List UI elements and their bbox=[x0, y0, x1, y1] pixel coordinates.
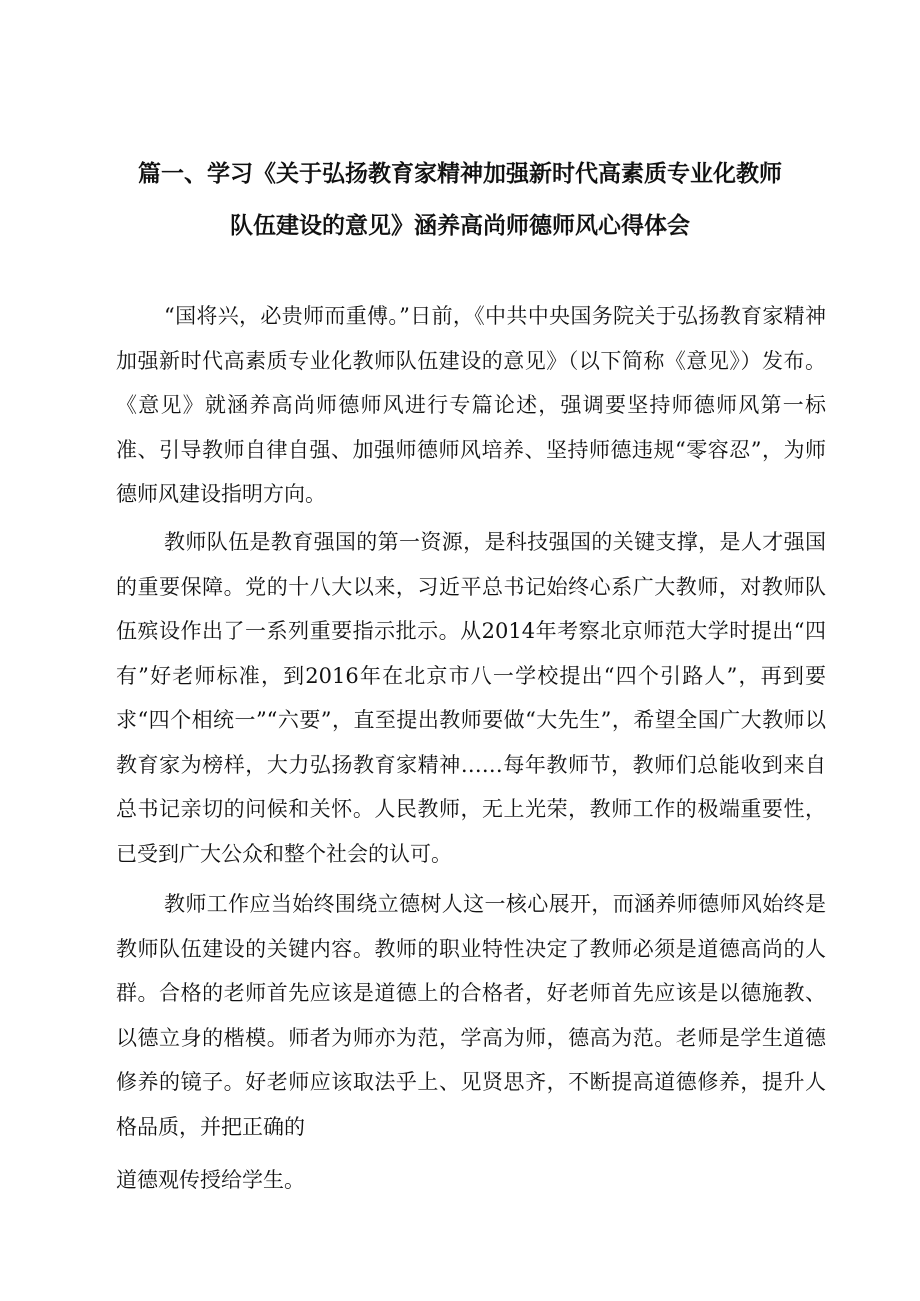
paragraph-2: 教师队伍是教育强国的第一资源，是科技强国的关键支撑，是人才强国的重要保障。党的十八大以来，习近平总书记始终心系广大教师，对教师队伍殡设作出了一系列重要指示批示。从2014年考察北京师范大学时提出“四有”好老师标准，到2016年在北京市八一学校提出“四个引路人”，再到要求“四个相统一”“六要”，直至提出教师要做“大先生”，希望全国广大教师以教育家为榜样，大力弘扬教育家精神……每年教师节，教师们总能收到来自总书记亲切的问候和关怀。人民教师，无上光荣，教师工作的极端重要性，已受到广大公众和整个社会的认可。 bbox=[116, 530, 826, 866]
title-line-2: 队伍建设的意见》涵养高尚师德师风心得体会 bbox=[230, 213, 690, 239]
paragraph-4: 道德观传授给学生。 bbox=[116, 1168, 305, 1192]
paragraph-3: 教师工作应当始终围绕立德树人这一核心展开，而涵养师德师风始终是教师队伍建设的关键内容。教师的职业特性决定了教师必须是道德高尚的人群。合格的老师首先应该是道德上的合格者，好老师首先应该是以德施教、以德立身的楷模。师者为师亦为范，学高为师，德高为范。老师是学生道德修养的镜子。好老师应该取法乎上、见贤思齐，不断提高道德修养，提升人格品质，并把正确的 bbox=[116, 892, 826, 1139]
title-line-1: 篇一、学习《关于弘扬教育家精神加强新时代高素质专业化教师 bbox=[138, 161, 782, 187]
document-title bbox=[118, 148, 802, 252]
paragraph-1: “国将兴，必贵师而重傅。”日前，《中共中央国务院关于弘扬教育家精神加强新时代高素质专业化教师队伍建设的意见》（以下简称《意见》）发布。《意见》就涵养高尚师德师风进行专篇论述，强调要坚持师德师风第一标准、引导教师自律自强、加强师德师风培养、坚持师德违规“零容忍”，为师德师风建设指明方向。 bbox=[116, 304, 826, 506]
